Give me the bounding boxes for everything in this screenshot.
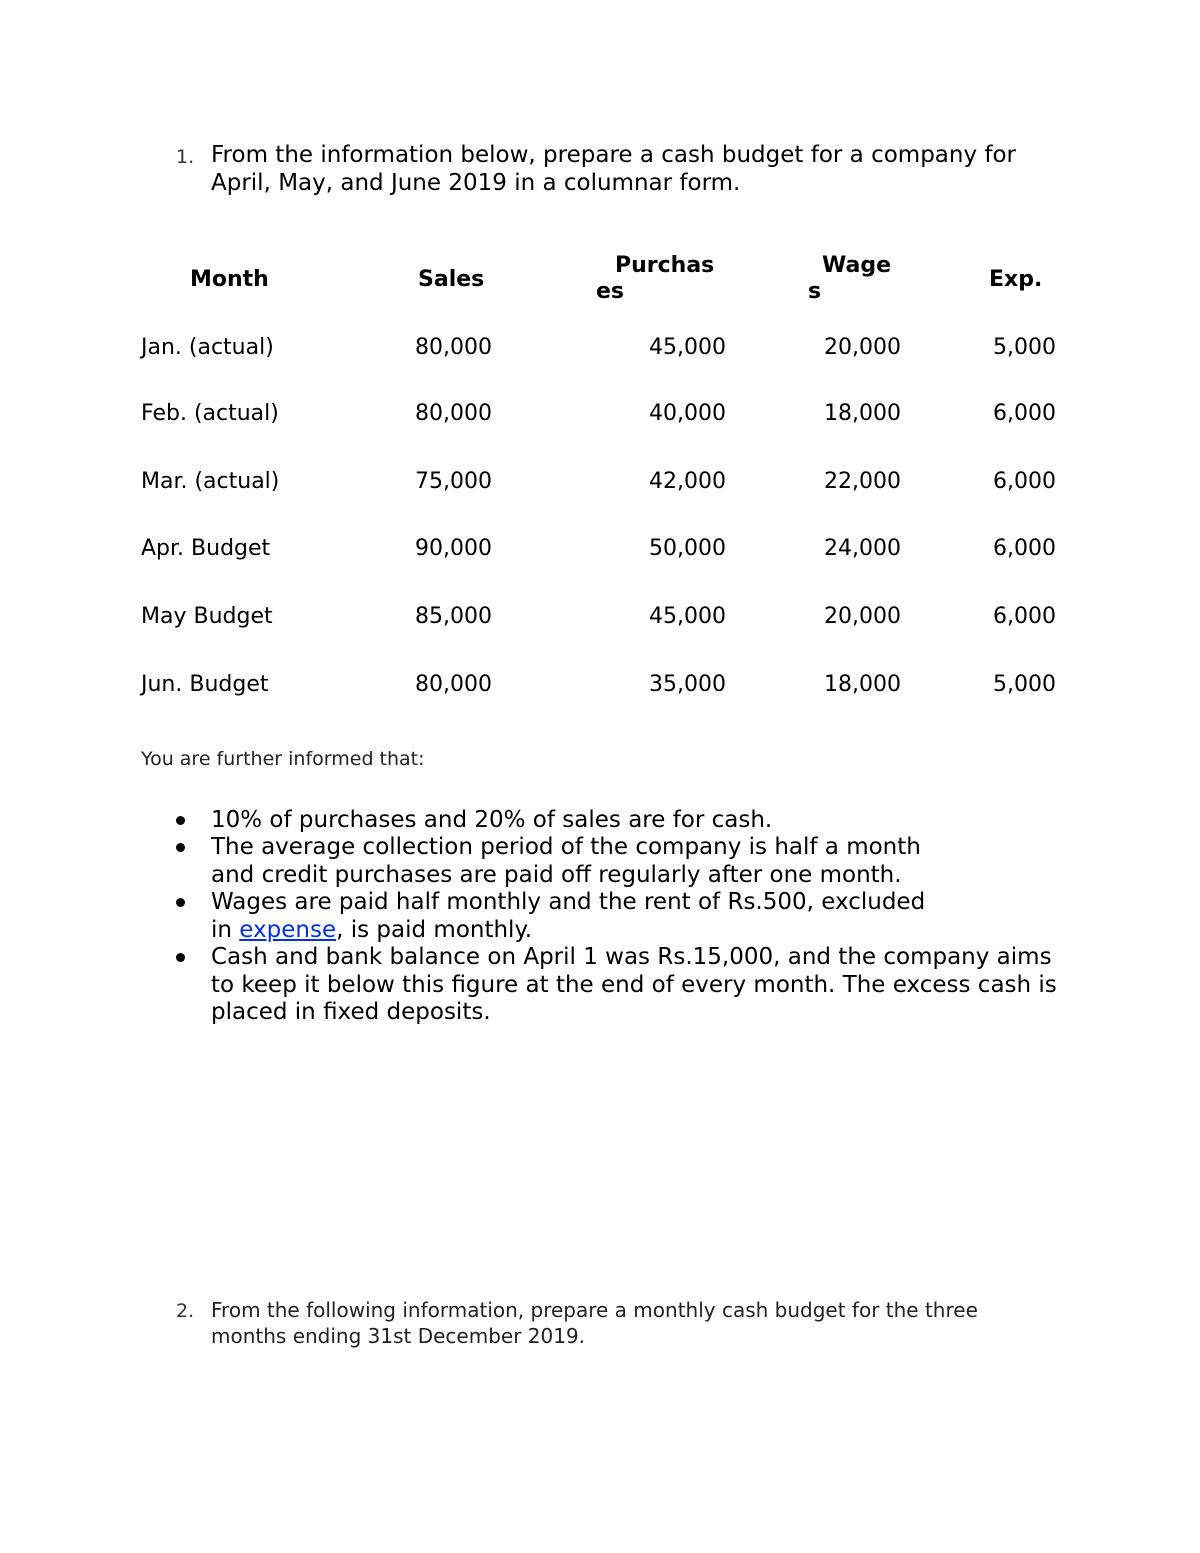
cell-sales: 85,000 [415, 604, 492, 629]
header-sales: Sales [418, 267, 485, 292]
bullet-text-post: , is paid monthly. [336, 916, 533, 943]
header-purchases-part-2: es [596, 279, 625, 304]
header-wages [808, 253, 891, 305]
cell-purchases: 40,000 [649, 401, 726, 426]
cell-sales: 90,000 [415, 536, 492, 561]
cell-sales: 75,000 [415, 469, 492, 494]
cell-month: Feb. (actual) [141, 401, 279, 426]
bullet-dot-icon [176, 898, 185, 907]
further-intro: You are further informed that: [141, 748, 425, 770]
question-2-number: 2. [176, 1300, 195, 1322]
header-exp: Exp. [989, 267, 1043, 292]
cell-wages: 18,000 [824, 672, 901, 697]
header-wages-part-2: s [808, 279, 822, 304]
cell-exp: 5,000 [993, 672, 1056, 697]
cell-purchases: 50,000 [649, 536, 726, 561]
question-2-text [211, 1297, 1111, 1349]
cell-exp: 6,000 [993, 604, 1056, 629]
cell-wages: 20,000 [824, 335, 901, 360]
cell-purchases: 42,000 [649, 469, 726, 494]
bullet-dot-icon [176, 953, 185, 962]
cell-purchases: 45,000 [649, 335, 726, 360]
cell-exp: 5,000 [993, 335, 1056, 360]
cell-month: Mar. (actual) [141, 469, 280, 494]
cell-wages: 24,000 [824, 536, 901, 561]
header-purchases [596, 253, 714, 305]
expense-link[interactable]: expense [239, 916, 337, 943]
cell-exp: 6,000 [993, 469, 1056, 494]
cell-exp: 6,000 [993, 401, 1056, 426]
cell-purchases: 45,000 [649, 604, 726, 629]
bullet-text: The average collection period of the company is half a month and credit purchases are paid off regularly after one month. [211, 834, 921, 888]
bullet-text: 10% of purchases and 20% of sales are for cash. [211, 807, 773, 833]
cell-month: May Budget [141, 604, 273, 629]
cell-month: Apr. Budget [141, 536, 271, 561]
cell-month: Jun. Budget [141, 672, 269, 697]
bullet-dot-icon [176, 816, 185, 825]
cell-sales: 80,000 [415, 335, 492, 360]
question-2-line-2: months ending 31st December 2019. [211, 1324, 586, 1348]
header-purchases-part-1: Purchas [615, 253, 715, 278]
bullet-text: Cash and bank balance on April 1 was Rs.15,000, and the company aims to keep it below this figure at the end of every month. The excess cash is placed in fixed deposits. [211, 944, 1057, 1025]
question-1-line-1: From the information below, prepare a cash budget for a company for [211, 142, 1017, 168]
question-1-text [211, 141, 1111, 197]
cell-wages: 22,000 [824, 469, 901, 494]
cell-wages: 18,000 [824, 401, 901, 426]
question-2-line-1: From the following information, prepare a monthly cash budget for the three [211, 1298, 978, 1322]
cell-exp: 6,000 [993, 536, 1056, 561]
bullet-dot-icon [176, 843, 185, 852]
cell-wages: 20,000 [824, 604, 901, 629]
header-month: Month [190, 267, 269, 292]
cell-month: Jan. (actual) [141, 335, 274, 360]
bullet-text [211, 889, 951, 944]
question-1-number: 1. [176, 146, 195, 168]
cell-sales: 80,000 [415, 672, 492, 697]
cell-purchases: 35,000 [649, 672, 726, 697]
bullet-text-pre: Wages are paid half monthly and the rent of Rs.500, excluded in [211, 889, 926, 943]
cell-sales: 80,000 [415, 401, 492, 426]
header-wages-part-1: Wage [822, 253, 891, 278]
question-1-line-2: April, May, and June 2019 in a columnar form. [211, 170, 741, 196]
